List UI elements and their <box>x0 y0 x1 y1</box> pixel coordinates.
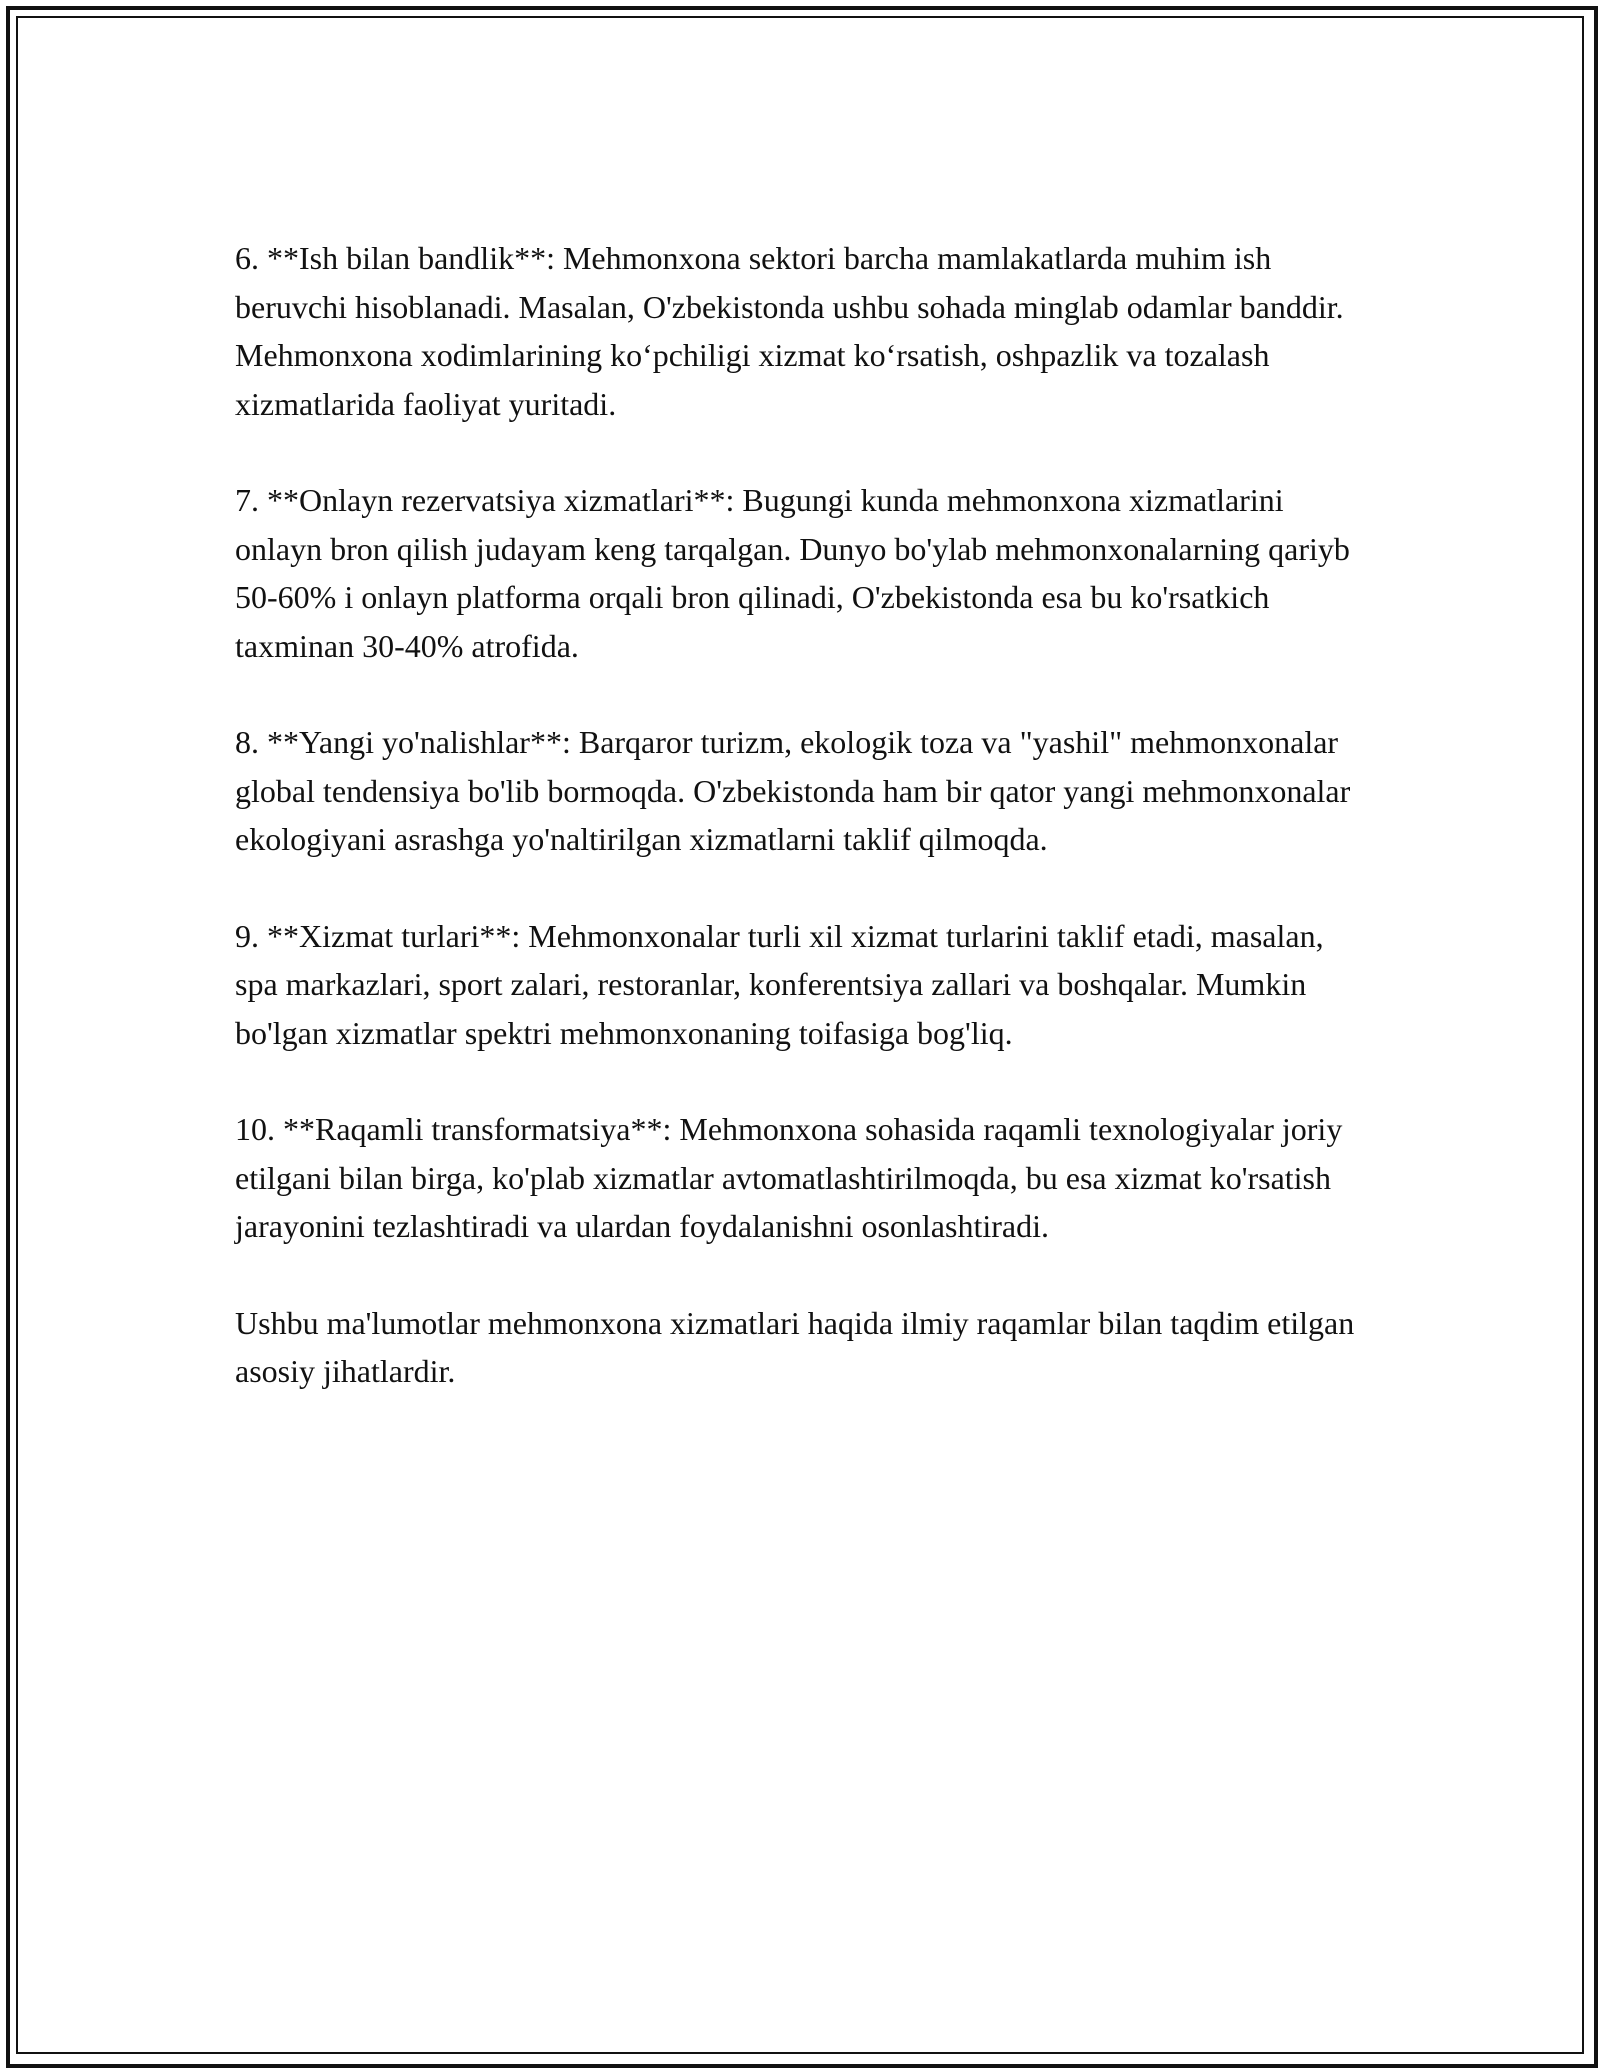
paragraph-service-types: 9. **Xizmat turlari**: Mehmonxonalar turli xil xizmat turlarini taklif etadi, masalan, spa markazlari, sport zalari, restoranlar, konferentsiya zallari va boshqalar. Mumkin bo'lgan xizmatlar spektri mehmonxonaning toifasiga bog'liq. <box>235 917 1324 1051</box>
paragraph-digital-transformation: 10. **Raqamli transformatsiya**: Mehmonxona sohasida raqamli texnologiyalar joriy etilgani bilan birga, ko'plab xizmatlar avtomatlashtirilmoqda, bu esa xizmat ko'rsatish jarayonini tezlashtiradi va ulardan foydalanishni osonlashtiradi. <box>235 1111 1343 1244</box>
document-body <box>235 234 1365 1444</box>
paragraph-new-directions: 8. **Yangi yo'nalishlar**: Barqaror turizm, ekologik toza va "yashil" mehmonxonalar global tendensiya bo'lib bormoqda. O'zbekistonda ham bir qator yangi mehmonxonalar ekologiyani asrashga yo'naltirilgan xizmatlarni taklif qilmoqda. <box>235 724 1351 857</box>
paragraph-employment: 6. **Ish bilan bandlik**: Mehmonxona sektori barcha mamlakatlarda muhim ish beruvchi hisoblanadi. Masalan, O'zbekistonda ushbu sohada minglab odamlar banddir. Mehmonxona xodimlarining ko‘pchiligi xizmat ko‘rsatish, oshpazlik va tozalash xizmatlarida faoliyat yuritadi. <box>235 240 1344 422</box>
paragraph-conclusion: Ushbu ma'lumotlar mehmonxona xizmatlari haqida ilmiy raqamlar bilan taqdim etilgan asosiy jihatlardir. <box>235 1304 1355 1389</box>
paragraph-online-reservation: 7. **Onlayn rezervatsiya xizmatlari**: Bugungi kunda mehmonxona xizmatlarini onlayn bron qilish judayam keng tarqalgan. Dunyo bo'ylab mehmonxonalarning qariyb 50-60% i onlayn platforma orqali bron qilinadi, O'zbekistonda esa bu ko'rsatkich taxminan 30-40% atrofida. <box>235 482 1350 664</box>
